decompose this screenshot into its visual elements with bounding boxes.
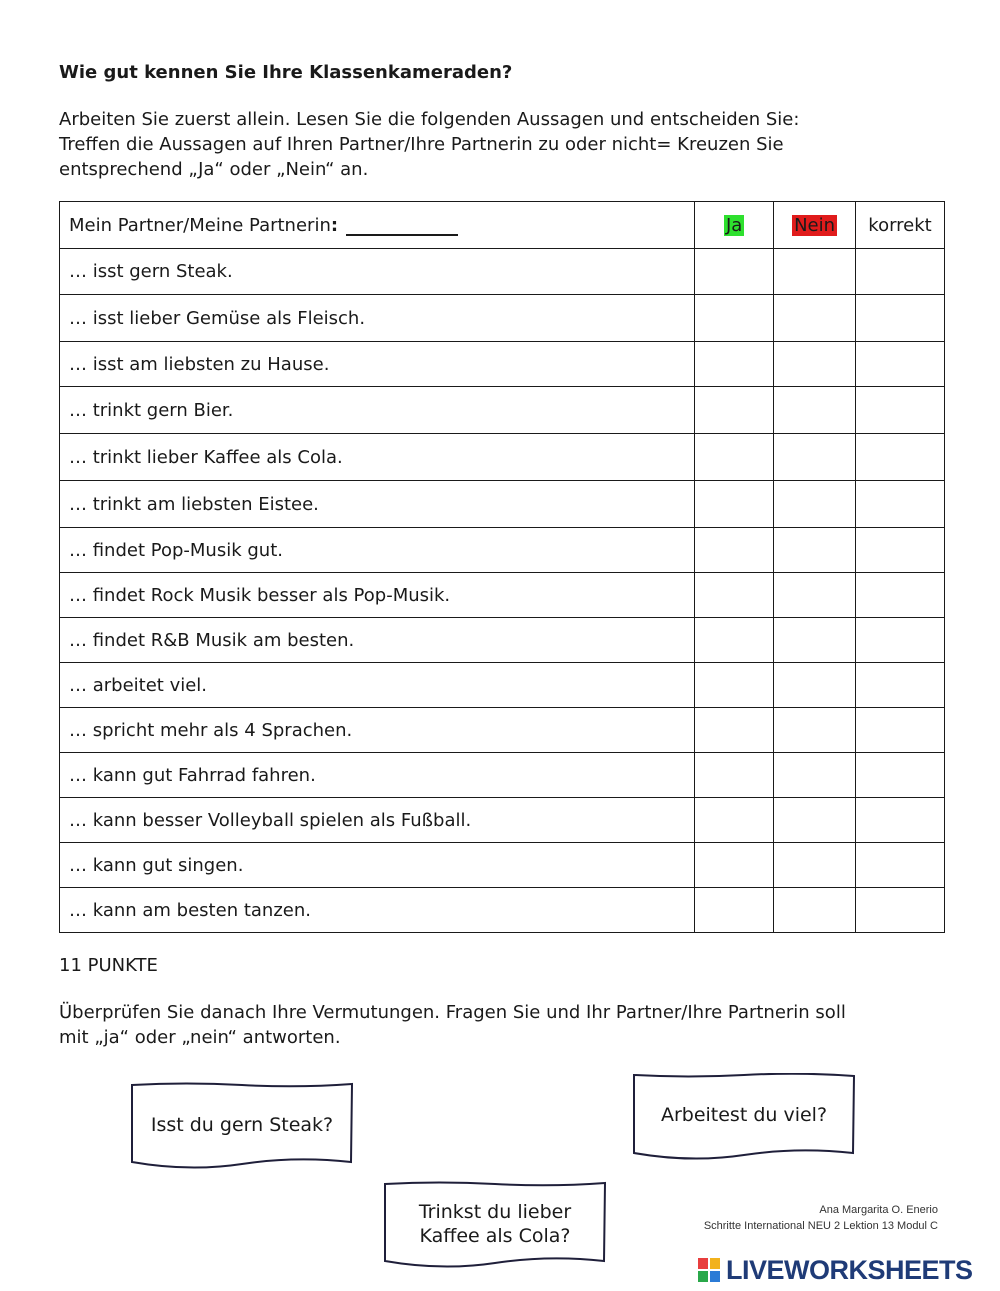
- statement-cell: … findet R&B Musik am besten.: [60, 618, 695, 663]
- statement-cell: … kann gut singen.: [60, 843, 695, 888]
- statement-cell: … findet Pop-Musik gut.: [60, 528, 695, 573]
- korrekt-cell[interactable]: [856, 295, 945, 342]
- korrekt-cell[interactable]: [856, 798, 945, 843]
- statement-cell: … spricht mehr als 4 Sprachen.: [60, 708, 695, 753]
- ja-label: Ja: [725, 214, 743, 236]
- statement-cell: … isst gern Steak.: [60, 249, 695, 295]
- korrekt-cell[interactable]: [856, 843, 945, 888]
- nein-checkbox-cell[interactable]: [774, 481, 856, 528]
- liveworksheets-logo: [698, 1255, 998, 1285]
- partner-name-cell: [60, 202, 695, 249]
- ja-checkbox-cell[interactable]: [695, 481, 774, 528]
- statement-cell: … kann besser Volleyball spielen als Fußball.: [60, 798, 695, 843]
- credit-note: [704, 1202, 938, 1234]
- table-row: [60, 249, 945, 295]
- ja-checkbox-cell[interactable]: [695, 573, 774, 618]
- nein-checkbox-cell[interactable]: [774, 888, 856, 933]
- ja-checkbox-cell[interactable]: [695, 342, 774, 387]
- nein-checkbox-cell[interactable]: [774, 528, 856, 573]
- table-row: [60, 295, 945, 342]
- nein-checkbox-cell[interactable]: [774, 342, 856, 387]
- table-row: [60, 753, 945, 798]
- nein-checkbox-cell[interactable]: [774, 434, 856, 481]
- credit-author: Ana Margarita O. Enerio: [819, 1204, 938, 1216]
- partner-colon: :: [330, 214, 339, 236]
- nein-checkbox-cell[interactable]: [774, 573, 856, 618]
- table-row: [60, 708, 945, 753]
- nein-checkbox-cell[interactable]: [774, 387, 856, 434]
- nein-checkbox-cell[interactable]: [774, 708, 856, 753]
- statement-cell: … trinkt lieber Kaffee als Cola.: [60, 434, 695, 481]
- korrekt-cell[interactable]: [856, 618, 945, 663]
- instructions: [59, 107, 959, 182]
- ja-checkbox-cell[interactable]: [695, 843, 774, 888]
- ja-checkbox-cell[interactable]: [695, 663, 774, 708]
- survey-table: [59, 201, 945, 933]
- ja-checkbox-cell[interactable]: [695, 434, 774, 481]
- korrekt-cell[interactable]: [856, 342, 945, 387]
- logo-text: LIVEWORKSHEETS: [726, 1255, 973, 1285]
- statement-cell: … isst lieber Gemüse als Fleisch.: [60, 295, 695, 342]
- nein-checkbox-cell[interactable]: [774, 663, 856, 708]
- live-badge-icon: [698, 1258, 720, 1282]
- points-label: 11 PUNKTE: [59, 955, 158, 976]
- card-text: Kaffee als Cola?: [419, 1225, 571, 1247]
- ja-checkbox-cell[interactable]: [695, 618, 774, 663]
- worksheet-title: Wie gut kennen Sie Ihre Klassenkameraden?: [59, 62, 513, 83]
- nein-checkbox-cell[interactable]: [774, 753, 856, 798]
- partner-name-blank[interactable]: [346, 216, 458, 236]
- ja-checkbox-cell[interactable]: [695, 708, 774, 753]
- column-header-nein: [774, 202, 856, 249]
- question-card-arbeit: [632, 1073, 856, 1165]
- statement-cell: … findet Rock Musik besser als Pop-Musik.: [60, 573, 695, 618]
- table-row: [60, 798, 945, 843]
- table-row: [60, 434, 945, 481]
- ja-checkbox-cell[interactable]: [695, 295, 774, 342]
- table-row: [60, 342, 945, 387]
- follow-up-instructions: [59, 1000, 959, 1050]
- card-text: Trinkst du lieber: [418, 1201, 572, 1223]
- statement-cell: … trinkt gern Bier.: [60, 387, 695, 434]
- korrekt-cell[interactable]: [856, 434, 945, 481]
- statement-cell: … arbeitet viel.: [60, 663, 695, 708]
- nein-label: Nein: [794, 214, 836, 236]
- statement-cell: … isst am liebsten zu Hause.: [60, 342, 695, 387]
- ja-checkbox-cell[interactable]: [695, 249, 774, 295]
- ja-checkbox-cell[interactable]: [695, 387, 774, 434]
- column-header-ja: [695, 202, 774, 249]
- partner-label: Mein Partner/Meine Partnerin: [69, 214, 331, 236]
- statement-cell: … trinkt am liebsten Eistee.: [60, 481, 695, 528]
- instructions-line: Treffen die Aussagen auf Ihren Partner/Ihre Partnerin zu oder nicht= Kreuzen Sie: [59, 134, 784, 155]
- korrekt-cell[interactable]: [856, 528, 945, 573]
- table-row: [60, 387, 945, 434]
- ja-checkbox-cell[interactable]: [695, 528, 774, 573]
- table-header-row: [60, 202, 945, 249]
- ja-checkbox-cell[interactable]: [695, 798, 774, 843]
- table-row: [60, 618, 945, 663]
- nein-checkbox-cell[interactable]: [774, 618, 856, 663]
- question-card-steak: [130, 1082, 354, 1174]
- nein-checkbox-cell[interactable]: [774, 798, 856, 843]
- table-row: [60, 528, 945, 573]
- card-text: Arbeitest du viel?: [660, 1104, 828, 1126]
- follow-up-line: Überprüfen Sie danach Ihre Vermutungen. Fragen Sie und Ihr Partner/Ihre Partnerin soll: [59, 1002, 846, 1023]
- ja-checkbox-cell[interactable]: [695, 753, 774, 798]
- korrekt-cell[interactable]: [856, 387, 945, 434]
- statement-cell: … kann am besten tanzen.: [60, 888, 695, 933]
- ja-checkbox-cell[interactable]: [695, 888, 774, 933]
- question-card-kaffee: [383, 1181, 607, 1273]
- credit-source: Schritte International NEU 2 Lektion 13 Modul C: [703, 1220, 938, 1232]
- nein-checkbox-cell[interactable]: [774, 295, 856, 342]
- table-row: [60, 573, 945, 618]
- nein-checkbox-cell[interactable]: [774, 249, 856, 295]
- statement-cell: … kann gut Fahrrad fahren.: [60, 753, 695, 798]
- table-row: [60, 481, 945, 528]
- table-row: [60, 888, 945, 933]
- instructions-line: Arbeiten Sie zuerst allein. Lesen Sie die folgenden Aussagen und entscheiden Sie:: [59, 109, 800, 130]
- table-row: [60, 663, 945, 708]
- card-text: Isst du gern Steak?: [150, 1114, 334, 1136]
- korrekt-cell[interactable]: [856, 573, 945, 618]
- follow-up-line: mit „ja“ oder „nein“ antworten.: [59, 1027, 341, 1048]
- column-header-korrekt: korrekt: [856, 202, 945, 249]
- korrekt-cell[interactable]: [856, 888, 945, 933]
- korrekt-cell[interactable]: [856, 753, 945, 798]
- instructions-line: entsprechend „Ja“ oder „Nein“ an.: [59, 159, 369, 180]
- korrekt-cell[interactable]: [856, 249, 945, 295]
- korrekt-cell[interactable]: [856, 663, 945, 708]
- korrekt-cell[interactable]: [856, 708, 945, 753]
- nein-checkbox-cell[interactable]: [774, 843, 856, 888]
- korrekt-cell[interactable]: [856, 481, 945, 528]
- table-row: [60, 843, 945, 888]
